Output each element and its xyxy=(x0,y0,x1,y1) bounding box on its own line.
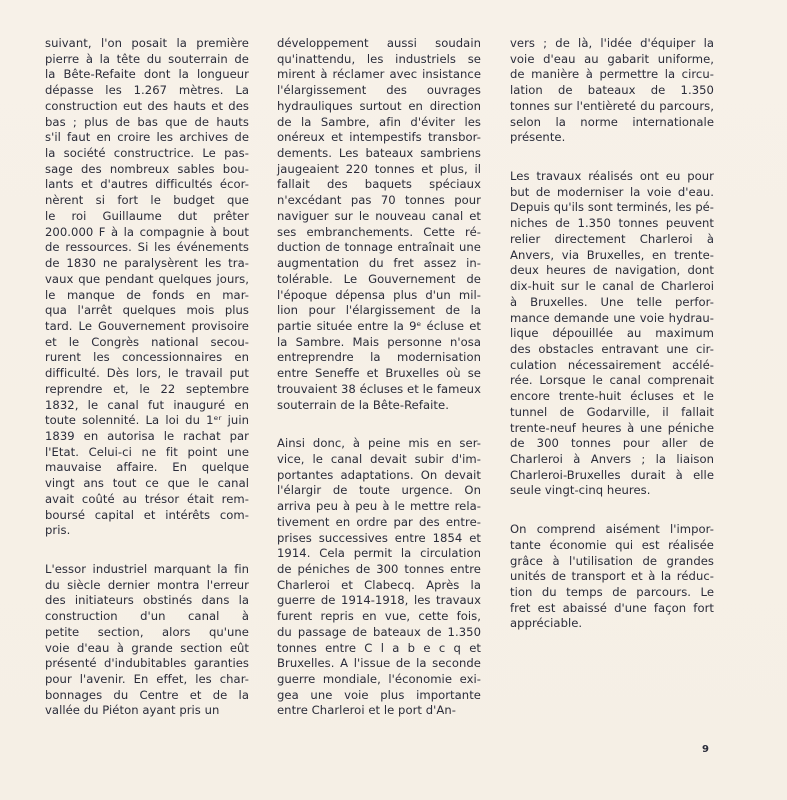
text-line: 200.000 F à la compagnie à bout xyxy=(45,224,249,239)
text-line: Bruxelles. A l'issue de la seconde xyxy=(277,656,481,671)
text-line: de manière à permettre la circu- xyxy=(510,67,714,82)
text-line: vers ; de là, l'idée d'équiper la xyxy=(510,36,714,50)
text-line: présente. xyxy=(510,130,566,145)
text-line: pierre à la tête du souterrain de xyxy=(45,51,249,66)
text-line: trente-neuf heures à une péniche xyxy=(510,420,714,435)
paragraph xyxy=(45,36,249,539)
text-column-3 xyxy=(510,36,714,655)
text-line: ses embranchements. Cette ré- xyxy=(277,224,481,239)
text-line: Les travaux réalisés ont eu pour xyxy=(510,169,714,184)
text-line: arriva peu à peu à le mettre rela- xyxy=(277,499,481,514)
text-line: portantes adaptations. On devait xyxy=(277,467,481,482)
text-line: lation de bateaux de 1.350 xyxy=(510,83,714,98)
text-line: le roi Guillaume dut prêter xyxy=(45,208,249,223)
text-line: gea une voie plus importante xyxy=(277,687,481,702)
text-line: et le Congrès national secou- xyxy=(45,334,249,349)
text-line: dépasse les 1.267 mètres. La xyxy=(45,83,249,98)
text-line: s'il faut en croire les archives de xyxy=(45,130,249,145)
text-line: culation nécessairement accélé- xyxy=(510,357,714,372)
text-line: l'époque dépensa plus d'un mil- xyxy=(277,287,481,302)
text-line: développement aussi soudain xyxy=(277,36,481,50)
text-line: trouvaient 38 écluses et le fameux xyxy=(277,381,481,396)
paragraph xyxy=(277,436,481,719)
text-line: vice, le canal devait subir d'im- xyxy=(277,451,481,466)
text-line: souterrain de la Bête-Refaite. xyxy=(277,397,449,412)
text-line: le manque de fonds en mar- xyxy=(45,287,249,302)
text-line: voie d'eau à grande section eût xyxy=(45,640,249,655)
text-line: construction eut des hauts et des xyxy=(45,98,249,113)
text-line: unités de transport et à la réduc- xyxy=(510,569,714,584)
text-line: l'élargir de toute urgence. On xyxy=(277,483,481,498)
text-line: construction d'un canal à xyxy=(45,609,249,624)
text-line: qu'inattendu, les industriels se xyxy=(277,51,481,66)
text-line: tivement en ordre par des entre- xyxy=(277,514,481,529)
text-line: mirent à réclamer avec insistance xyxy=(277,67,481,82)
text-line: sage des nombreux sables bou- xyxy=(45,161,249,176)
text-line: seule vingt-cinq heures. xyxy=(510,483,651,498)
text-line: des obstacles entravant une cir- xyxy=(510,341,714,356)
text-line: n'excédant pas 70 tonnes pour xyxy=(277,193,481,208)
text-line: partie située entre la 9ᵉ écluse et xyxy=(277,318,481,333)
text-line: à Bruxelles. Une telle perfor- xyxy=(510,294,714,309)
text-line: tonnes entre C l a b e c q et xyxy=(277,640,481,655)
text-line: dements. Les bateaux sambriens xyxy=(277,146,481,161)
text-line: tolérable. Le Gouvernement de xyxy=(277,271,481,286)
text-line: voie d'eau au gabarit uniforme, xyxy=(510,51,714,66)
text-line: encore trente-huit écluses et le xyxy=(510,389,714,404)
text-line: On comprend aisément l'impor- xyxy=(510,522,714,537)
text-line: mance demande une voie hydrau- xyxy=(510,310,714,325)
text-line: avait coûté au trésor était rem- xyxy=(45,491,249,506)
text-line: L'essor industriel marquant la fin xyxy=(45,562,249,576)
paragraph xyxy=(45,562,249,719)
text-line: 1839 en autorisa le rachat par xyxy=(45,428,249,443)
text-line: duction de tonnage entraînait une xyxy=(277,240,481,255)
text-line: petite section, alors qu'une xyxy=(45,624,249,639)
text-line: bonnages du Centre et de la xyxy=(45,687,249,702)
text-line: lants et d'autres difficultés écor- xyxy=(45,177,249,192)
text-line: tion du temps de parcours. Le xyxy=(510,585,714,599)
text-line: de péniches de 300 tonnes entre xyxy=(277,562,481,576)
page-number: 9 xyxy=(702,744,709,755)
text-line: de 1830 ne paralysèrent les tra- xyxy=(45,256,249,271)
text-line: boursé capital et intérêts com- xyxy=(45,507,249,522)
text-line: de ressources. Si les événements xyxy=(45,240,249,255)
text-line: du passage de bateaux de 1.350 xyxy=(277,624,481,639)
text-line: qua l'arrêt quelques mois plus xyxy=(45,303,249,318)
text-line: 1832, le canal fut inauguré en xyxy=(45,397,249,412)
text-line: pour l'avenir. En effet, les char- xyxy=(45,672,249,687)
paragraph xyxy=(510,522,714,632)
text-line: suivant, l'on posait la première xyxy=(45,36,249,50)
text-line: guerre de 1914-1918, les travaux xyxy=(277,593,481,608)
text-column-2 xyxy=(277,36,481,742)
paragraph xyxy=(510,169,714,499)
text-line: selon la norme internationale xyxy=(510,114,714,129)
text-line: la Sambre. Mais personne n'osa xyxy=(277,334,481,349)
text-line: tante économie qui est réalisée xyxy=(510,537,714,552)
text-line: présenté d'indubitables garanties xyxy=(45,656,249,671)
text-line: l'Etat. Celui-ci ne fit point une xyxy=(45,444,249,459)
paragraph xyxy=(277,36,481,413)
text-line: but de moderniser la voie d'eau. xyxy=(510,184,714,199)
text-line: vallée du Piéton ayant pris un xyxy=(45,703,220,718)
text-line: pris. xyxy=(45,523,71,538)
text-line: lique dépouillée au maximum xyxy=(510,326,714,341)
text-line: rurent les concessionnaires en xyxy=(45,350,249,365)
text-line: furent repris en vue, cette fois, xyxy=(277,609,481,624)
text-line: relier directement Charleroi à xyxy=(510,231,714,246)
text-line: la société constructrice. Le pas- xyxy=(45,146,249,161)
text-line: rée. Lorsque le canal comprenait xyxy=(510,373,714,388)
text-line: tard. Le Gouvernement provisoire xyxy=(45,318,249,333)
text-line: fallait des baquets spéciaux xyxy=(277,177,481,192)
text-line: prises successives entre 1854 et xyxy=(277,530,481,545)
text-line: bas ; plus de bas que de hauts xyxy=(45,114,249,129)
text-line: de 300 tonnes pour aller de xyxy=(510,436,714,451)
text-line: augmentation du fret assez in- xyxy=(277,256,481,271)
text-line: hydrauliques surtout en direction xyxy=(277,98,481,113)
text-line: de la Sambre, afin d'éviter les xyxy=(277,114,481,129)
text-column-1 xyxy=(45,36,249,742)
text-line: guerre mondiale, l'économie exi- xyxy=(277,672,481,687)
text-line: 1914. Cela permit la circulation xyxy=(277,546,481,561)
text-line: toute solennité. La loi du 1ᵉʳ juin xyxy=(45,413,249,428)
text-line: l'élargissement des ouvrages xyxy=(277,83,481,98)
text-line: nèrent si fort le budget que xyxy=(45,193,249,208)
text-line: du siècle dernier montra l'erreur xyxy=(45,577,249,592)
text-line: Charleroi-Bruxelles durait à elle xyxy=(510,467,714,482)
text-line: fret est abaissé d'une façon fort xyxy=(510,600,714,615)
text-line: tonnes sur l'entièreté du parcours, xyxy=(510,98,714,113)
text-line: onéreux et intempestifs transbor- xyxy=(277,130,481,145)
text-line: lion pour l'élargissement de la xyxy=(277,303,481,318)
text-line: Charleroi à Anvers ; la liaison xyxy=(510,451,714,466)
paragraph xyxy=(510,36,714,146)
text-line: reprendre et, le 22 septembre xyxy=(45,381,249,396)
text-line: mauvaise affaire. En quelque xyxy=(45,460,249,475)
text-line: jaugeaient 220 tonnes et plus, il xyxy=(277,161,481,176)
text-line: niches de 1.350 tonnes peuvent xyxy=(510,216,714,231)
text-line: naviguer sur le nouveau canal et xyxy=(277,208,481,223)
text-line: Anvers, via Bruxelles, en trente- xyxy=(510,247,714,262)
text-line: tunnel de Godarville, il fallait xyxy=(510,404,714,419)
text-line: entre Charleroi et le port d'An- xyxy=(277,703,456,718)
text-line: des initiateurs obstinés dans la xyxy=(45,593,249,608)
text-line: la Bête-Refaite dont la longueur xyxy=(45,67,249,82)
text-line: entre Seneffe et Bruxelles où se xyxy=(277,366,481,381)
text-line: grâce à l'utilisation de grandes xyxy=(510,553,714,568)
text-line: difficulté. Dès lors, le travail put xyxy=(45,366,249,381)
text-line: Depuis qu'ils sont terminés, les pé- xyxy=(510,200,714,215)
text-line: Charleroi et Clabecq. Après la xyxy=(277,577,481,592)
text-line: appréciable. xyxy=(510,616,583,631)
text-line: vaux que pendant quelques jours, xyxy=(45,271,249,286)
text-line: Ainsi donc, à peine mis en ser- xyxy=(277,436,481,451)
text-line: entreprendre la modernisation xyxy=(277,350,481,365)
text-line: deux heures de navigation, dont xyxy=(510,263,714,278)
text-line: dix-huit sur le canal de Charleroi xyxy=(510,279,714,294)
text-line: vingt ans tout ce que le canal xyxy=(45,476,249,491)
